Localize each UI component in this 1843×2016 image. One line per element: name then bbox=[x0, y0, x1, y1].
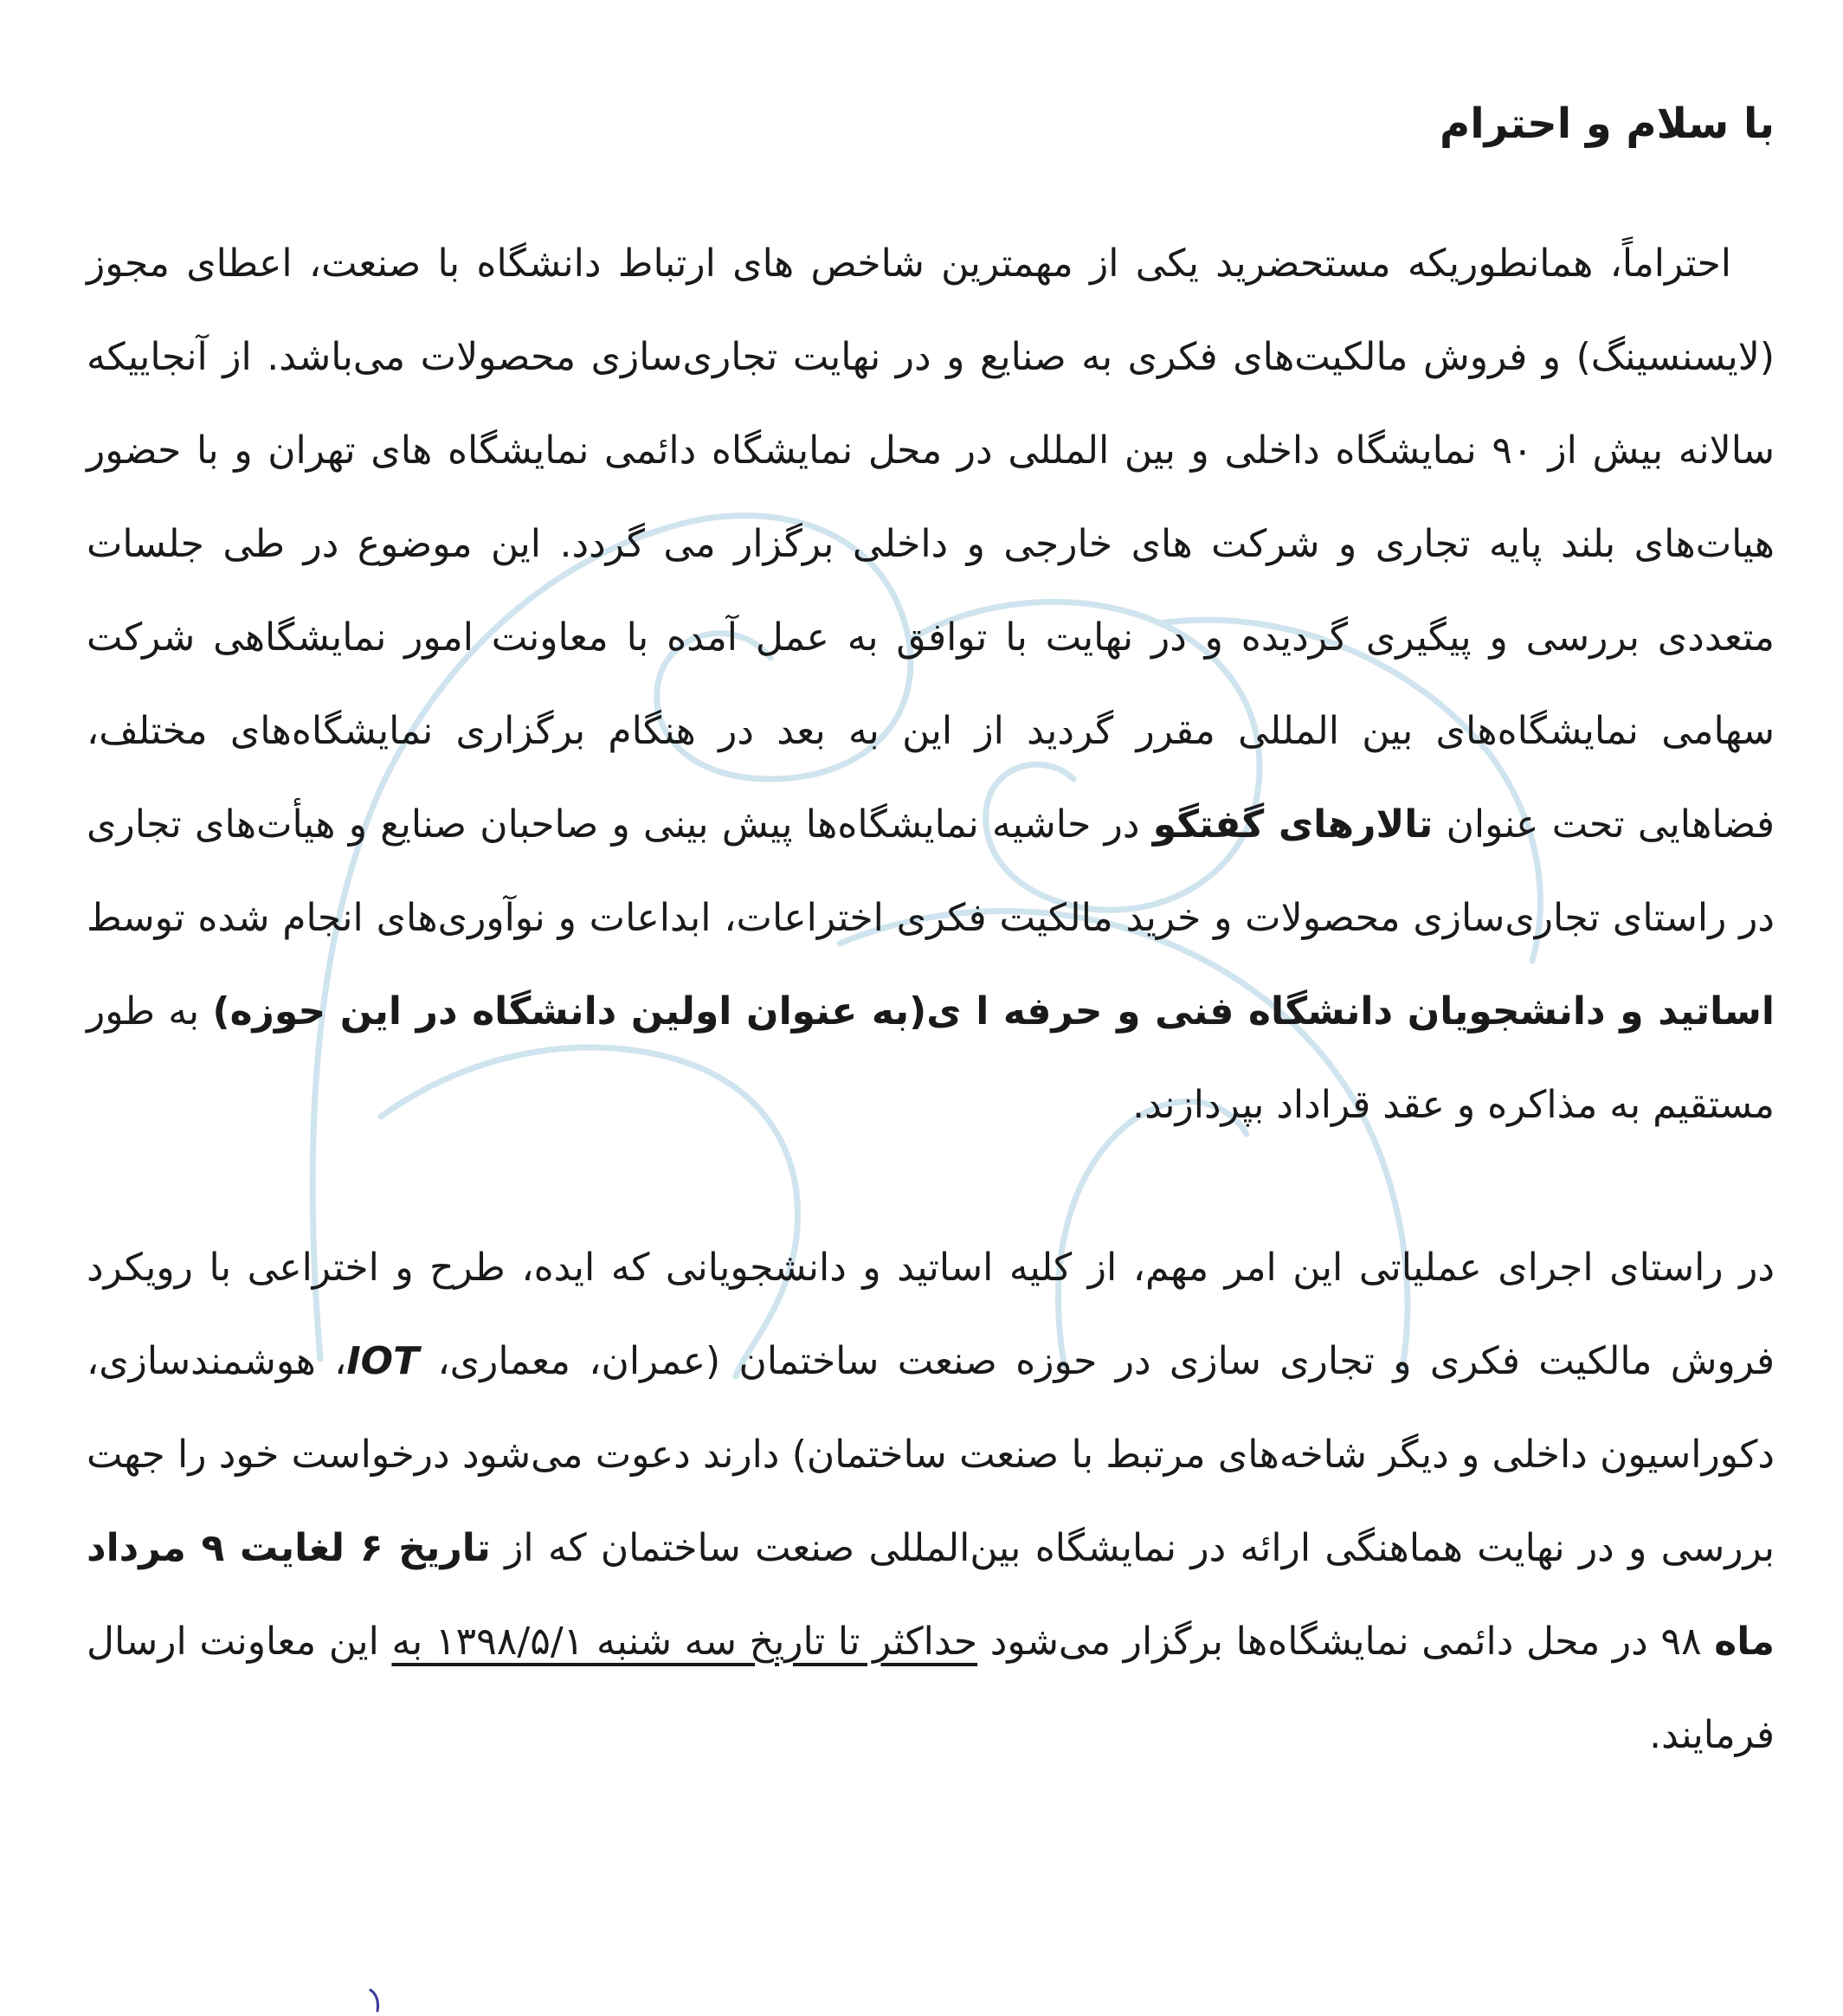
p2-bold-date-range: تاریخ ۶ لغایت ۹ مرداد ماه bbox=[87, 1526, 1775, 1664]
ink-mark-icon bbox=[364, 1987, 390, 2013]
p2-text-3: ۹۸ در محل دائمی نمایشگاه‌ها برگزار می‌شود bbox=[977, 1620, 1715, 1664]
letter-body bbox=[87, 82, 1775, 1782]
p2-underlined-deadline: حداکثر تا تاریخ سه شنبه ۱۳۹۸/۵/۱ به bbox=[391, 1620, 978, 1664]
p1-bold-professors-students: اساتید و دانشجویان دانشگاه فنی و حرفه ا ی(به عنوان اولین دانشگاه در این حوزه) bbox=[212, 989, 1775, 1034]
p1-text-3: به طور مستقیم به مذاکره و عقد قراداد بپردازند. bbox=[87, 989, 1775, 1127]
p1-bold-dialogue-halls: تالارهای گفتگو bbox=[1152, 802, 1434, 847]
p2-latin-iot: IOT bbox=[346, 1339, 420, 1383]
p1-text-1: احتراماً، همانطوریکه مستحضرید یکی از مهمترین شاخص های ارتباط دانشگاه با صنعت، اعطای مجوز (لایسنسینگ) و فروش مالکیت‌های فکری به صنایع و در نهایت تجاری‌سازی محصولات می‌باشد. از آنجاییکه سالانه بیش از ۹۰ نمایشگاه داخلی و بین المللی در محل نمایشگاه دائمی نمایشگاه های تهران و با حضور هیات‌های بلند پایه تجاری و شرکت های خارجی و داخلی برگزار می گردد. این موضوع در طی جلسات متعددی بررسی و پیگیری گردیده و در نهایت با توافق به عمل آمده با معاونت امور نمایشگاهی شرکت سهامی نمایشگاه‌های بین المللی مقرر گردید از این به بعد در هنگام برگزاری نمایشگاه‌های مختلف، فضاهایی تحت عنوان bbox=[87, 242, 1775, 847]
p2-text-1: در راستای اجرای عملیاتی این امر مهم، از کلیه اساتید و دانشجویانی که ایده، طرح و اختراعی با رویکرد فروش مالکیت فکری و تجاری سازی در حوزه صنعت ساختمان (عمران، معماری، bbox=[87, 1246, 1775, 1383]
paragraph-2 bbox=[87, 1221, 1775, 1782]
paragraph-1 bbox=[87, 217, 1775, 1152]
p1-text-2: در حاشیه نمایشگاه‌ها پیش بینی و صاحبان صنایع و هیأت‌های تجاری در راستای تجاری‌سازی محصولات و خرید مالکیت فکری اختراعات، ابداعات و نوآوری‌های انجام شده توسط bbox=[87, 802, 1775, 940]
p2-text-4: این معاونت ارسال فرمایند. bbox=[87, 1620, 1775, 1757]
greeting-heading: با سلام و احترام bbox=[1440, 100, 1775, 148]
p2-text-2: ، هوشمندسازی، دکوراسیون داخلی و دیگر شاخه‌های مرتبط با صنعت ساختمان) دارند دعوت می‌شود درخواست خود را جهت بررسی و در نهایت هماهنگی ارائه در نمایشگاه بین‌المللی صنعت ساختمان که از bbox=[87, 1339, 1775, 1570]
